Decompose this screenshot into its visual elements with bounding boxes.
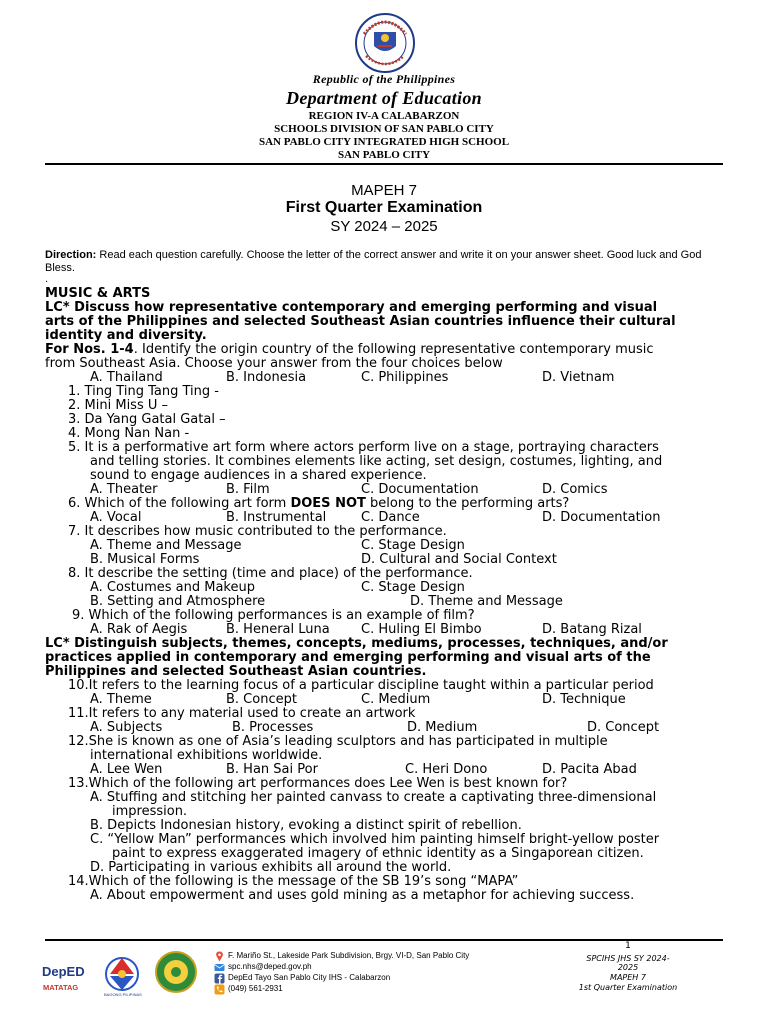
- choice: C. Heri Dono: [405, 762, 488, 777]
- footer-logos: [40, 948, 200, 998]
- choice: B. Film: [226, 482, 270, 497]
- question-3: 3. Da Yang Gatal Gatal –: [68, 412, 226, 427]
- lc2-line: LC* Distinguish subjects, themes, concepts, mediums, processes, techniques, and/or: [45, 636, 668, 651]
- stray-dot: .: [45, 274, 49, 285]
- choice: D. Technique: [542, 692, 626, 707]
- instruction-line: from Southeast Asia. Choose your answer from the four choices below: [45, 356, 503, 371]
- footer-right-line: MAPEH 7: [610, 973, 646, 982]
- bagong-pilipinas-logo: BAGONG PILIPINAS: [104, 992, 142, 997]
- choice: C. Dance: [361, 510, 420, 525]
- header-divider: [45, 163, 723, 165]
- question-9: 9. Which of the following performances is an example of film?: [72, 608, 475, 623]
- question-1: 1. Ting Ting Tang Ting -: [68, 384, 219, 399]
- deped-seal-logo: [350, 12, 420, 74]
- question-10: 10.It refers to the learning focus of a particular discipline taught within a particular period: [68, 678, 654, 693]
- email-icon: [214, 962, 225, 973]
- city-line: SAN PABLO CITY: [337, 149, 431, 161]
- choice: C. Huling El Bimbo: [361, 622, 482, 637]
- choice: B. Processes: [232, 720, 314, 735]
- school-year: SY 2024 – 2025: [330, 218, 438, 235]
- exam-title: First Quarter Examination: [285, 199, 483, 216]
- choice: A. Costumes and Makeup: [90, 580, 255, 595]
- question-12: 12.She is known as one of Asia’s leading sculptors and has participated in multiple: [68, 734, 608, 749]
- footer-address: F. Mariño St., Lakeside Park Subdivision, Brgy. VI-D, San Pablo City: [228, 951, 470, 960]
- choice: B. Musical Forms: [90, 552, 200, 567]
- footer-email: spc.nhs@deped.gov.ph: [228, 962, 312, 971]
- choice: D. Comics: [542, 482, 608, 497]
- choice: A. About empowerment and uses gold mining as a metaphor for achieving success.: [90, 888, 635, 903]
- region-line: REGION IV-A CALABARZON: [308, 110, 460, 122]
- footer-right-line: 1st Quarter Examination: [578, 983, 678, 992]
- choice: A. Vocal: [90, 510, 142, 525]
- choice: D. Concept: [587, 720, 660, 735]
- matatag-logo: MATATAG: [43, 983, 79, 992]
- question-11: 11.It refers to any material used to create an artwork: [68, 706, 416, 721]
- choice: C. Medium: [361, 692, 431, 707]
- choice: D. Medium: [407, 720, 478, 735]
- lc1-line: arts of the Philippines and selected Southeast Asian countries influence their cultural: [45, 314, 676, 329]
- facebook-icon: [214, 973, 225, 984]
- choice: D. Cultural and Social Context: [361, 552, 557, 567]
- lc2-line: practices applied in contemporary and emerging performing and visual arts of the: [45, 650, 651, 665]
- choice: A. Thailand: [90, 370, 163, 385]
- department-title: Department of Education: [286, 88, 482, 108]
- choice: D. Batang Rizal: [542, 622, 642, 637]
- choice-cont: impression.: [112, 804, 188, 819]
- choice: A. Theme: [90, 692, 152, 707]
- question-5: 5. It is a performative art form where actors perform live on a stage, portraying characters: [68, 440, 659, 455]
- instruction-line: For Nos. 1-4. Identify the origin country of the following representative contemporary music: [45, 342, 654, 357]
- question-6: 6. Which of the following art form DOES NOT belong to the performing arts?: [68, 496, 570, 511]
- question-5-cont: and telling stories. It combines elements like acting, set design, costumes, lighting, and: [90, 454, 663, 469]
- question-5-cont: sound to engage audiences in a shared experience.: [90, 468, 427, 483]
- exam-subject: MAPEH 7: [351, 182, 417, 199]
- choice: A. Rak of Aegis: [90, 622, 188, 637]
- choice: A. Stuffing and stitching her painted canvass to create a captivating three-dimensional: [90, 790, 657, 805]
- question-7: 7. It describes how music contributed to the performance.: [68, 524, 447, 539]
- choice: C. Stage Design: [361, 538, 465, 553]
- choice: B. Setting and Atmosphere: [90, 594, 266, 609]
- footer-divider: [45, 939, 723, 941]
- footer-phone: (049) 561-2931: [228, 984, 283, 993]
- school-line: SAN PABLO CITY INTEGRATED HIGH SCHOOL: [258, 136, 510, 148]
- choice: D. Documentation: [542, 510, 661, 525]
- question-13: 13.Which of the following art performances does Lee Wen is best known for?: [68, 776, 568, 791]
- deped-logo: DepED: [42, 964, 85, 979]
- lc1-line: identity and diversity.: [45, 328, 207, 343]
- question-4: 4. Mong Nan Nan -: [68, 426, 190, 441]
- choice: C. Philippines: [361, 370, 449, 385]
- question-12-cont: international exhibitions worldwide.: [90, 748, 323, 763]
- page-number: 1: [625, 941, 631, 951]
- republic-line: Republic of the Philippines: [312, 72, 456, 86]
- choice: C. “Yellow Man” performances which involved him painting himself bright-yellow poster: [90, 832, 660, 847]
- footer-right-line: 2025: [617, 963, 639, 972]
- choice: A. Theater: [90, 482, 158, 497]
- choice: D. Pacita Abad: [542, 762, 637, 777]
- choice: D. Participating in various exhibits all around the world.: [90, 860, 452, 875]
- choice: B. Instrumental: [226, 510, 327, 525]
- choice: A. Theme and Message: [90, 538, 242, 553]
- section-heading: MUSIC & ARTS: [45, 286, 151, 301]
- location-pin-icon: [214, 951, 225, 962]
- footer-facebook: DepEd Tayo San Pablo City IHS - Calabarzon: [228, 973, 391, 982]
- choice: A. Subjects: [90, 720, 163, 735]
- choice: B. Indonesia: [226, 370, 307, 385]
- lc2-line: Philippines and selected Southeast Asian countries.: [45, 664, 427, 679]
- choice: C. Documentation: [361, 482, 479, 497]
- choice: B. Heneral Luna: [226, 622, 330, 637]
- choice: B. Concept: [226, 692, 297, 707]
- choice-cont: paint to express exaggerated imagery of ethnic identity as a Singaporean citizen.: [112, 846, 644, 861]
- question-8: 8. It describe the setting (time and place) of the performance.: [68, 566, 473, 581]
- phone-icon: [214, 984, 225, 995]
- choice: C. Stage Design: [361, 580, 465, 595]
- footer-right-line: SPCIHS JHS SY 2024-: [586, 954, 670, 963]
- choice: D. Theme and Message: [410, 594, 563, 609]
- choice: B. Depicts Indonesian history, evoking a distinct spirit of rebellion.: [90, 818, 522, 833]
- choice: B. Han Sai Por: [226, 762, 318, 777]
- direction-text: Direction: Read each question carefully. Choose the letter of the correct answer and write it on your answer sheet. Good luck and God Bless.: [45, 249, 702, 274]
- division-line: SCHOOLS DIVISION OF SAN PABLO CITY: [274, 123, 494, 135]
- lc1-line: LC* Discuss how representative contemporary and emerging performing and visual: [45, 300, 658, 315]
- choice: D. Vietnam: [542, 370, 615, 385]
- question-14: 14.Which of the following is the message of the SB 19’s song “MAPA”: [68, 874, 519, 889]
- choice: A. Lee Wen: [90, 762, 163, 777]
- question-2: 2. Mini Miss U –: [68, 398, 169, 413]
